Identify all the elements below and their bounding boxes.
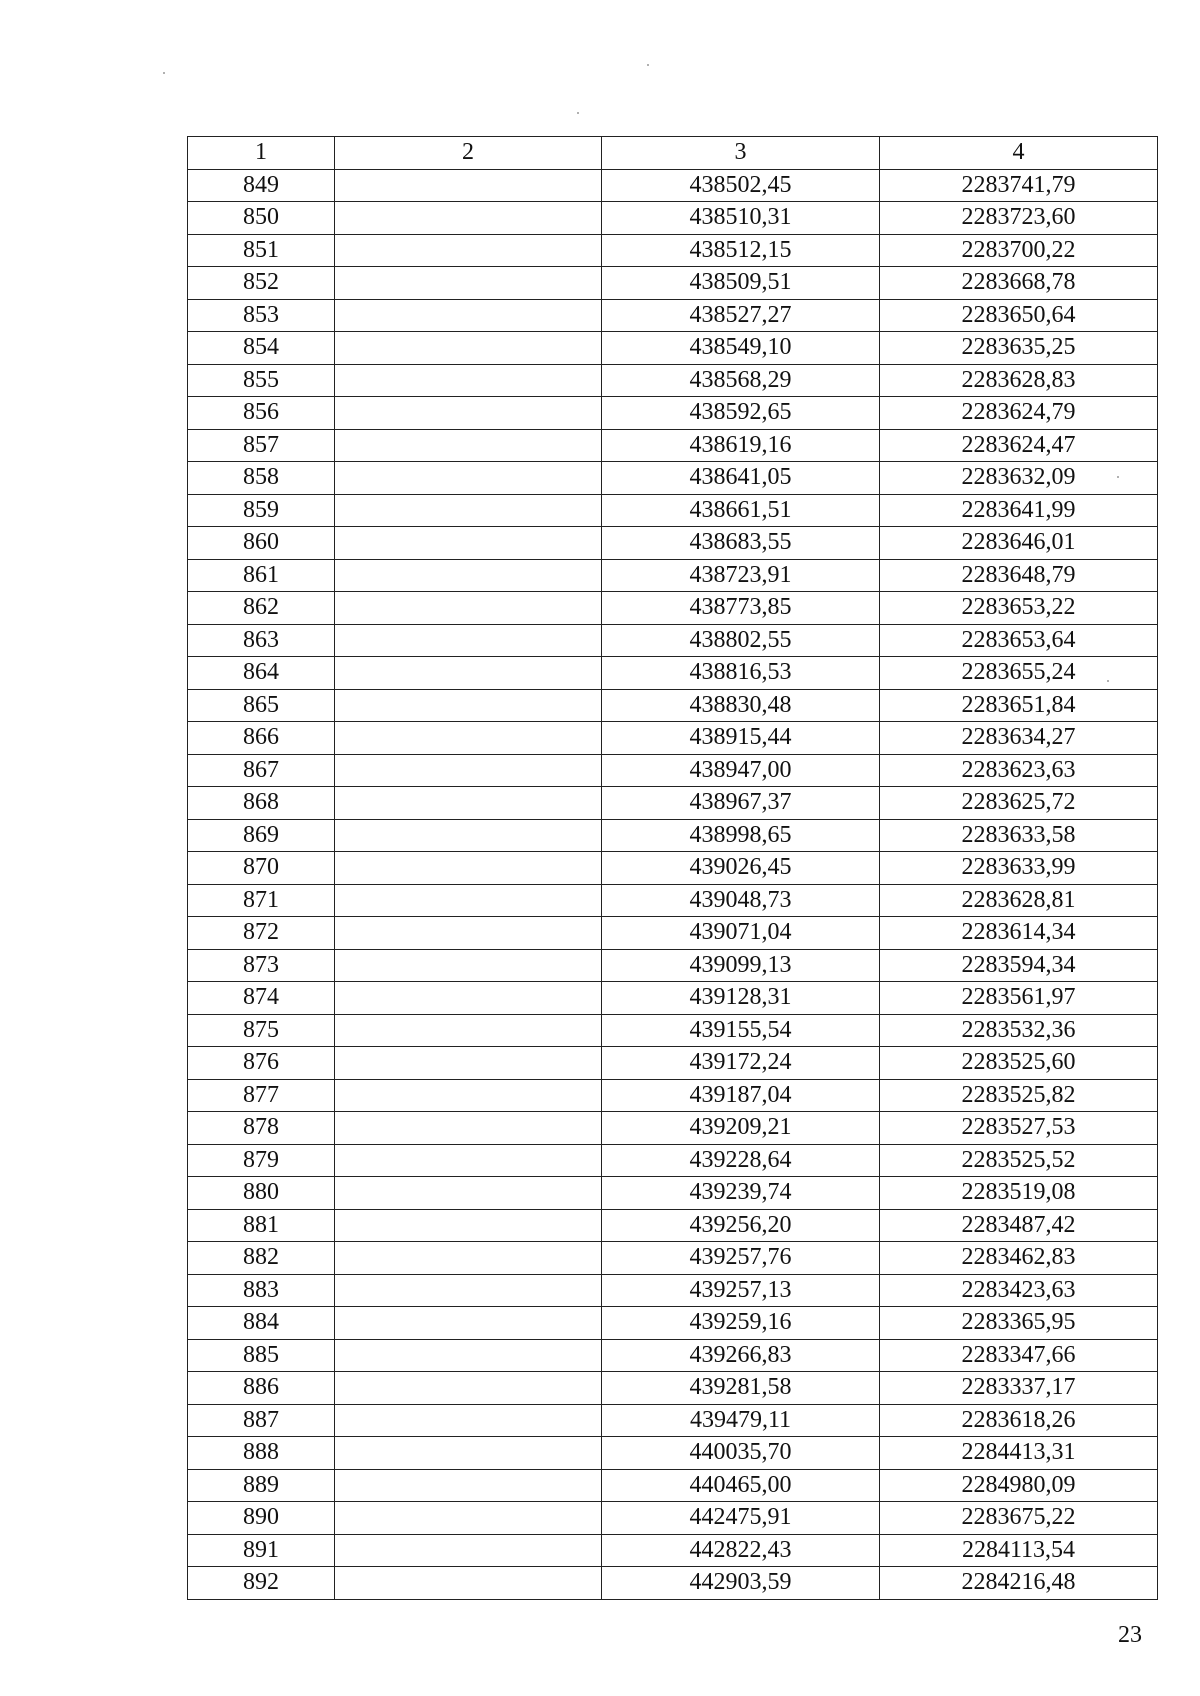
point-number-cell: 867 xyxy=(188,754,335,787)
table-row xyxy=(188,429,1158,462)
x-coordinate-cell: 438619,16 xyxy=(602,429,880,462)
x-coordinate-cell: 439172,24 xyxy=(602,1047,880,1080)
x-coordinate-cell: 439128,31 xyxy=(602,982,880,1015)
x-coordinate-cell: 438998,65 xyxy=(602,819,880,852)
x-coordinate-cell: 438830,48 xyxy=(602,689,880,722)
x-coordinate-cell: 438683,55 xyxy=(602,527,880,560)
y-coordinate-cell: 2283527,53 xyxy=(880,1112,1158,1145)
table-row xyxy=(188,982,1158,1015)
table-row xyxy=(188,852,1158,885)
point-number-cell: 864 xyxy=(188,657,335,690)
empty-cell xyxy=(335,1177,602,1210)
empty-cell xyxy=(335,397,602,430)
x-coordinate-cell: 438568,29 xyxy=(602,364,880,397)
y-coordinate-cell: 2283623,63 xyxy=(880,754,1158,787)
point-number-cell: 876 xyxy=(188,1047,335,1080)
x-coordinate-cell: 438641,05 xyxy=(602,462,880,495)
y-coordinate-cell: 2283519,08 xyxy=(880,1177,1158,1210)
empty-cell xyxy=(335,494,602,527)
y-coordinate-cell: 2283625,72 xyxy=(880,787,1158,820)
x-coordinate-cell: 438802,55 xyxy=(602,624,880,657)
point-number-cell: 872 xyxy=(188,917,335,950)
table-row xyxy=(188,1144,1158,1177)
table-row xyxy=(188,1112,1158,1145)
point-number-cell: 889 xyxy=(188,1469,335,1502)
y-coordinate-cell: 2284413,31 xyxy=(880,1437,1158,1470)
x-coordinate-cell: 438723,91 xyxy=(602,559,880,592)
point-number-cell: 860 xyxy=(188,527,335,560)
table-row xyxy=(188,1502,1158,1535)
x-coordinate-cell: 442822,43 xyxy=(602,1534,880,1567)
table-row xyxy=(188,754,1158,787)
point-number-cell: 886 xyxy=(188,1372,335,1405)
empty-cell xyxy=(335,1014,602,1047)
point-number-cell: 863 xyxy=(188,624,335,657)
table-row xyxy=(188,267,1158,300)
x-coordinate-cell: 442903,59 xyxy=(602,1567,880,1600)
x-coordinate-cell: 439266,83 xyxy=(602,1339,880,1372)
y-coordinate-cell: 2283668,78 xyxy=(880,267,1158,300)
empty-cell xyxy=(335,1502,602,1535)
table-row xyxy=(188,1274,1158,1307)
x-coordinate-cell: 438510,31 xyxy=(602,202,880,235)
point-number-cell: 887 xyxy=(188,1404,335,1437)
point-number-cell: 850 xyxy=(188,202,335,235)
empty-cell xyxy=(335,202,602,235)
empty-cell xyxy=(335,1209,602,1242)
point-number-cell: 875 xyxy=(188,1014,335,1047)
empty-cell xyxy=(335,949,602,982)
point-number-cell: 862 xyxy=(188,592,335,625)
y-coordinate-cell: 2283423,63 xyxy=(880,1274,1158,1307)
empty-cell xyxy=(335,722,602,755)
empty-cell xyxy=(335,332,602,365)
table-row xyxy=(188,202,1158,235)
table-row xyxy=(188,949,1158,982)
point-number-cell: 861 xyxy=(188,559,335,592)
y-coordinate-cell: 2284113,54 xyxy=(880,1534,1158,1567)
point-number-cell: 879 xyxy=(188,1144,335,1177)
x-coordinate-cell: 438509,51 xyxy=(602,267,880,300)
y-coordinate-cell: 2283525,82 xyxy=(880,1079,1158,1112)
empty-cell xyxy=(335,1469,602,1502)
column-header: 2 xyxy=(335,137,602,170)
y-coordinate-cell: 2283634,27 xyxy=(880,722,1158,755)
column-header: 4 xyxy=(880,137,1158,170)
point-number-cell: 857 xyxy=(188,429,335,462)
empty-cell xyxy=(335,754,602,787)
empty-cell xyxy=(335,852,602,885)
x-coordinate-cell: 439281,58 xyxy=(602,1372,880,1405)
y-coordinate-cell: 2283741,79 xyxy=(880,169,1158,202)
empty-cell xyxy=(335,1047,602,1080)
empty-cell xyxy=(335,1339,602,1372)
empty-cell xyxy=(335,917,602,950)
table-row xyxy=(188,1047,1158,1080)
table-row xyxy=(188,1014,1158,1047)
y-coordinate-cell: 2283618,26 xyxy=(880,1404,1158,1437)
point-number-cell: 885 xyxy=(188,1339,335,1372)
y-coordinate-cell: 2283337,17 xyxy=(880,1372,1158,1405)
table-row xyxy=(188,657,1158,690)
table-row xyxy=(188,787,1158,820)
y-coordinate-cell: 2283594,34 xyxy=(880,949,1158,982)
x-coordinate-cell: 439479,11 xyxy=(602,1404,880,1437)
table-row xyxy=(188,1372,1158,1405)
point-number-cell: 888 xyxy=(188,1437,335,1470)
x-coordinate-cell: 439155,54 xyxy=(602,1014,880,1047)
y-coordinate-cell: 2283675,22 xyxy=(880,1502,1158,1535)
y-coordinate-cell: 2283624,79 xyxy=(880,397,1158,430)
empty-cell xyxy=(335,559,602,592)
table-row xyxy=(188,234,1158,267)
y-coordinate-cell: 2283624,47 xyxy=(880,429,1158,462)
point-number-cell: 858 xyxy=(188,462,335,495)
empty-cell xyxy=(335,527,602,560)
empty-cell xyxy=(335,1307,602,1340)
y-coordinate-cell: 2283462,83 xyxy=(880,1242,1158,1275)
empty-cell xyxy=(335,657,602,690)
empty-cell xyxy=(335,884,602,917)
x-coordinate-cell: 439239,74 xyxy=(602,1177,880,1210)
table-row xyxy=(188,1079,1158,1112)
point-number-cell: 878 xyxy=(188,1112,335,1145)
point-number-cell: 865 xyxy=(188,689,335,722)
point-number-cell: 854 xyxy=(188,332,335,365)
empty-cell xyxy=(335,1274,602,1307)
table-row xyxy=(188,1242,1158,1275)
x-coordinate-cell: 442475,91 xyxy=(602,1502,880,1535)
empty-cell xyxy=(335,1144,602,1177)
point-number-cell: 883 xyxy=(188,1274,335,1307)
table-row xyxy=(188,1404,1158,1437)
point-number-cell: 877 xyxy=(188,1079,335,1112)
table-row xyxy=(188,462,1158,495)
empty-cell xyxy=(335,234,602,267)
table-row xyxy=(188,1307,1158,1340)
scan-speck xyxy=(163,72,165,74)
point-number-cell: 868 xyxy=(188,787,335,820)
y-coordinate-cell: 2283633,99 xyxy=(880,852,1158,885)
empty-cell xyxy=(335,1242,602,1275)
table-body xyxy=(188,169,1158,1599)
y-coordinate-cell: 2283561,97 xyxy=(880,982,1158,1015)
y-coordinate-cell: 2283365,95 xyxy=(880,1307,1158,1340)
table-row xyxy=(188,559,1158,592)
y-coordinate-cell: 2283525,52 xyxy=(880,1144,1158,1177)
table-row xyxy=(188,1469,1158,1502)
table-row xyxy=(188,1177,1158,1210)
y-coordinate-cell: 2283646,01 xyxy=(880,527,1158,560)
table-row xyxy=(188,364,1158,397)
scan-speck xyxy=(577,112,579,114)
point-number-cell: 884 xyxy=(188,1307,335,1340)
x-coordinate-cell: 438549,10 xyxy=(602,332,880,365)
point-number-cell: 853 xyxy=(188,299,335,332)
table-row xyxy=(188,1534,1158,1567)
x-coordinate-cell: 439099,13 xyxy=(602,949,880,982)
x-coordinate-cell: 440035,70 xyxy=(602,1437,880,1470)
y-coordinate-cell: 2283525,60 xyxy=(880,1047,1158,1080)
table-row xyxy=(188,592,1158,625)
point-number-cell: 871 xyxy=(188,884,335,917)
x-coordinate-cell: 438592,65 xyxy=(602,397,880,430)
point-number-cell: 880 xyxy=(188,1177,335,1210)
table-row xyxy=(188,1339,1158,1372)
point-number-cell: 891 xyxy=(188,1534,335,1567)
y-coordinate-cell: 2283651,84 xyxy=(880,689,1158,722)
empty-cell xyxy=(335,1372,602,1405)
y-coordinate-cell: 2283347,66 xyxy=(880,1339,1158,1372)
y-coordinate-cell: 2283614,34 xyxy=(880,917,1158,950)
y-coordinate-cell: 2283700,22 xyxy=(880,234,1158,267)
y-coordinate-cell: 2283653,22 xyxy=(880,592,1158,625)
x-coordinate-cell: 439048,73 xyxy=(602,884,880,917)
x-coordinate-cell: 439257,13 xyxy=(602,1274,880,1307)
x-coordinate-cell: 438915,44 xyxy=(602,722,880,755)
y-coordinate-cell: 2283641,99 xyxy=(880,494,1158,527)
y-coordinate-cell: 2284980,09 xyxy=(880,1469,1158,1502)
point-number-cell: 859 xyxy=(188,494,335,527)
point-number-cell: 851 xyxy=(188,234,335,267)
point-number-cell: 890 xyxy=(188,1502,335,1535)
table-row xyxy=(188,169,1158,202)
y-coordinate-cell: 2283487,42 xyxy=(880,1209,1158,1242)
x-coordinate-cell: 439071,04 xyxy=(602,917,880,950)
table-row xyxy=(188,884,1158,917)
point-number-cell: 882 xyxy=(188,1242,335,1275)
table-row xyxy=(188,917,1158,950)
table-row xyxy=(188,722,1158,755)
table-row xyxy=(188,624,1158,657)
empty-cell xyxy=(335,1567,602,1600)
point-number-cell: 869 xyxy=(188,819,335,852)
x-coordinate-cell: 438527,27 xyxy=(602,299,880,332)
point-number-cell: 856 xyxy=(188,397,335,430)
empty-cell xyxy=(335,1079,602,1112)
x-coordinate-cell: 439256,20 xyxy=(602,1209,880,1242)
header-row xyxy=(188,137,1158,170)
y-coordinate-cell: 2283650,64 xyxy=(880,299,1158,332)
table-row xyxy=(188,397,1158,430)
point-number-cell: 873 xyxy=(188,949,335,982)
empty-cell xyxy=(335,1112,602,1145)
empty-cell xyxy=(335,1437,602,1470)
y-coordinate-cell: 2283723,60 xyxy=(880,202,1158,235)
table-row xyxy=(188,527,1158,560)
x-coordinate-cell: 438773,85 xyxy=(602,592,880,625)
empty-cell xyxy=(335,689,602,722)
point-number-cell: 852 xyxy=(188,267,335,300)
empty-cell xyxy=(335,1404,602,1437)
empty-cell xyxy=(335,429,602,462)
page-number: 23 xyxy=(1118,1622,1142,1648)
x-coordinate-cell: 438967,37 xyxy=(602,787,880,820)
point-number-cell: 855 xyxy=(188,364,335,397)
table-row xyxy=(188,1567,1158,1600)
x-coordinate-cell: 439026,45 xyxy=(602,852,880,885)
point-number-cell: 866 xyxy=(188,722,335,755)
coordinates-table xyxy=(187,136,1158,1600)
x-coordinate-cell: 439187,04 xyxy=(602,1079,880,1112)
empty-cell xyxy=(335,592,602,625)
empty-cell xyxy=(335,299,602,332)
x-coordinate-cell: 439228,64 xyxy=(602,1144,880,1177)
y-coordinate-cell: 2284216,48 xyxy=(880,1567,1158,1600)
table-row xyxy=(188,1209,1158,1242)
y-coordinate-cell: 2283635,25 xyxy=(880,332,1158,365)
point-number-cell: 881 xyxy=(188,1209,335,1242)
y-coordinate-cell: 2283532,36 xyxy=(880,1014,1158,1047)
x-coordinate-cell: 438947,00 xyxy=(602,754,880,787)
point-number-cell: 874 xyxy=(188,982,335,1015)
x-coordinate-cell: 440465,00 xyxy=(602,1469,880,1502)
empty-cell xyxy=(335,787,602,820)
x-coordinate-cell: 438502,45 xyxy=(602,169,880,202)
empty-cell xyxy=(335,267,602,300)
x-coordinate-cell: 438816,53 xyxy=(602,657,880,690)
table-row xyxy=(188,494,1158,527)
table-row xyxy=(188,689,1158,722)
column-header: 1 xyxy=(188,137,335,170)
empty-cell xyxy=(335,624,602,657)
y-coordinate-cell: 2283633,58 xyxy=(880,819,1158,852)
x-coordinate-cell: 439259,16 xyxy=(602,1307,880,1340)
y-coordinate-cell: 2283628,83 xyxy=(880,364,1158,397)
empty-cell xyxy=(335,169,602,202)
x-coordinate-cell: 439209,21 xyxy=(602,1112,880,1145)
table-row xyxy=(188,819,1158,852)
x-coordinate-cell: 439257,76 xyxy=(602,1242,880,1275)
empty-cell xyxy=(335,364,602,397)
y-coordinate-cell: 2283628,81 xyxy=(880,884,1158,917)
table-row xyxy=(188,1437,1158,1470)
y-coordinate-cell: 2283632,09 xyxy=(880,462,1158,495)
y-coordinate-cell: 2283648,79 xyxy=(880,559,1158,592)
table-row xyxy=(188,299,1158,332)
x-coordinate-cell: 438512,15 xyxy=(602,234,880,267)
empty-cell xyxy=(335,819,602,852)
point-number-cell: 892 xyxy=(188,1567,335,1600)
x-coordinate-cell: 438661,51 xyxy=(602,494,880,527)
empty-cell xyxy=(335,462,602,495)
empty-cell xyxy=(335,1534,602,1567)
column-header: 3 xyxy=(602,137,880,170)
empty-cell xyxy=(335,982,602,1015)
point-number-cell: 849 xyxy=(188,169,335,202)
scan-speck xyxy=(647,64,649,66)
point-number-cell: 870 xyxy=(188,852,335,885)
table-row xyxy=(188,332,1158,365)
y-coordinate-cell: 2283655,24 xyxy=(880,657,1158,690)
y-coordinate-cell: 2283653,64 xyxy=(880,624,1158,657)
